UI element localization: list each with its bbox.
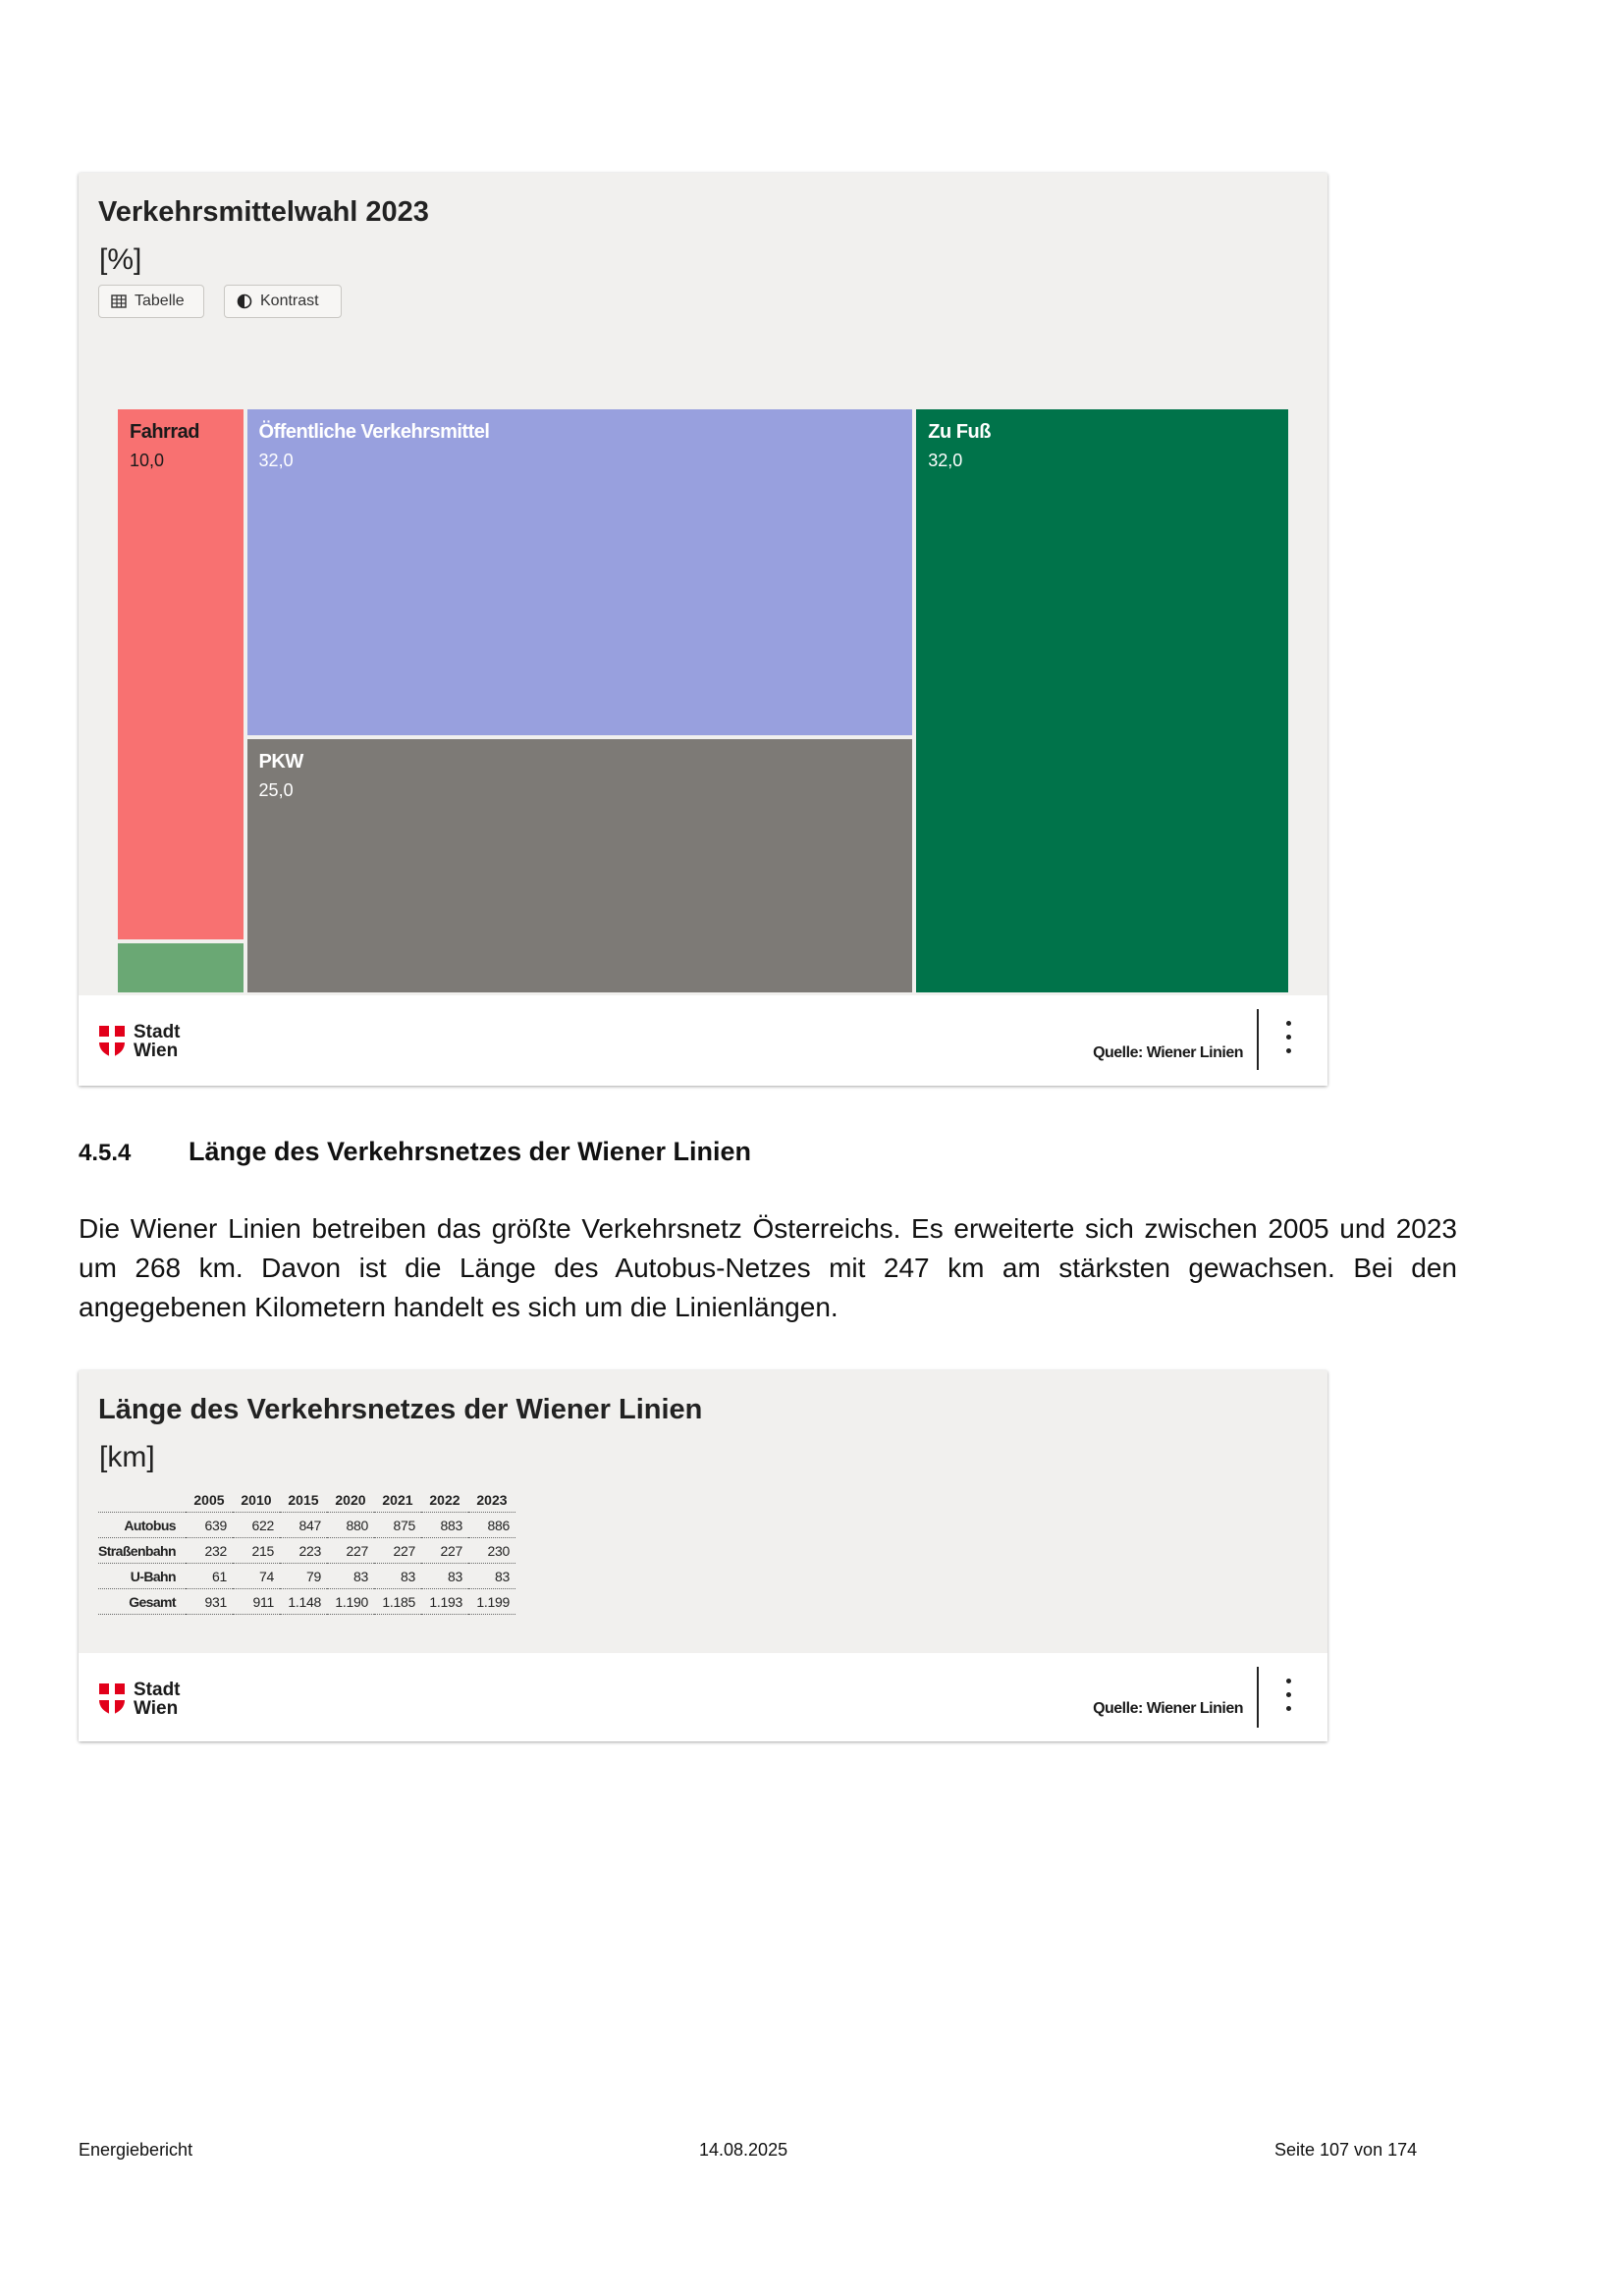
year-header: 2023 [476,1492,508,1508]
table-cell: 1.148 [280,1589,327,1615]
tile-label: Fahrrad [130,421,199,443]
treemap-chart-card [79,173,1327,1086]
footer-document-name: Energiebericht [79,2140,193,2160]
contrast-button-label: Kontrast [260,293,319,309]
footer-divider [1257,1009,1259,1070]
chart-title: Länge des Verkehrsnetzes der Wiener Linien [98,1394,703,1425]
logo-line-1: Stadt [134,1022,181,1042]
year-header: 2021 [382,1492,413,1508]
table-cell: 911 [233,1589,280,1615]
table-button-label: Tabelle [135,293,185,309]
tile-value: 32,0 [928,451,963,470]
row-header-corner [98,1490,186,1513]
table-toggle-button[interactable] [98,285,204,318]
table-cell: 886 [468,1513,515,1538]
row-label: U-Bahn [98,1564,186,1589]
table-cell: 1.185 [374,1589,421,1615]
year-header: 2015 [288,1492,319,1508]
section-number: 4.5.4 [79,1140,132,1166]
source-label: Quelle: Wiener Linien [1093,1044,1243,1061]
logo-line-2: Wien [134,1698,179,1719]
section-title: Länge des Verkehrsnetzes der Wiener Linien [189,1137,751,1166]
treemap-tile-pkw[interactable] [245,737,915,994]
table-cell: 1.199 [468,1589,515,1615]
year-header: 2020 [335,1492,366,1508]
table-cell: 83 [468,1564,515,1589]
tile-value: 32,0 [258,451,294,470]
contrast-icon [237,294,252,309]
logo-line-2: Wien [134,1041,179,1061]
card-footer [79,1653,1327,1741]
contrast-toggle-button[interactable] [224,285,342,318]
body-paragraph: Die Wiener Linien betreiben das größte Verkehrsnetz Österreichs. Es erweiterte sich zwischen 2005 und 2023 um 268 km. Davon ist die Länge des Autobus-Netzes mit 247 km am stärksten gewachsen. Bei den angegebenen Kilometern handelt es sich um die Linienlängen. [79,1213,1457,1322]
logo-line-1: Stadt [134,1680,181,1700]
vienna-shield-icon [98,1682,126,1716]
row-label: Straßenbahn [98,1538,186,1564]
tile-value: 10,0 [130,451,165,470]
table-cell: 232 [186,1538,233,1564]
treemap-tile-oeffentlich[interactable] [245,407,915,737]
tile-label: Zu Fuß [928,421,991,443]
table-cell: 227 [421,1538,468,1564]
table-cell: 83 [374,1564,421,1589]
vienna-shield-icon [98,1025,126,1058]
more-menu-icon[interactable] [1286,1021,1292,1062]
table-cell: 1.193 [421,1589,468,1615]
chart-unit: [km] [99,1441,155,1473]
stadt-wien-logo [98,1681,181,1718]
table-cell: 215 [233,1538,280,1564]
tile-label: PKW [258,750,303,773]
tile-value: 25,0 [258,779,294,800]
table-row [98,1538,515,1564]
treemap-tile-other[interactable] [116,941,245,994]
table-icon [111,294,127,308]
table-cell: 83 [421,1564,468,1589]
network-length-table [98,1490,515,1615]
year-header: 2010 [241,1492,272,1508]
table-row [98,1564,515,1589]
table-chart-card [79,1370,1327,1741]
year-header: 2022 [429,1492,460,1508]
table-row [98,1513,515,1538]
more-menu-icon[interactable] [1286,1679,1292,1720]
footer-divider [1257,1667,1259,1728]
treemap [116,407,1290,994]
table-row [98,1589,515,1615]
table-cell: 847 [280,1513,327,1538]
chart-unit: [%] [99,243,142,276]
row-label: Autobus [98,1513,186,1538]
footer-page-number: Seite 107 von 174 [1274,2140,1418,2160]
card-footer [79,995,1327,1086]
table-cell: 931 [186,1589,233,1615]
table-cell: 227 [374,1538,421,1564]
treemap-tile-fahrrad[interactable] [116,407,245,941]
table-cell: 74 [233,1564,280,1589]
table-cell: 1.190 [327,1589,374,1615]
footer-date: 14.08.2025 [699,2140,788,2160]
table-cell: 875 [374,1513,421,1538]
table-cell: 639 [186,1513,233,1538]
table-cell: 79 [280,1564,327,1589]
treemap-tile-zu-fuss[interactable] [914,407,1290,994]
year-header: 2005 [193,1492,225,1508]
table-cell: 223 [280,1538,327,1564]
table-cell: 61 [186,1564,233,1589]
source-label: Quelle: Wiener Linien [1093,1700,1243,1717]
table-cell: 83 [327,1564,374,1589]
tile-label: Öffentliche Verkehrsmittel [258,421,490,443]
table-cell: 230 [468,1538,515,1564]
section-heading [79,1137,751,1167]
table-cell: 622 [233,1513,280,1538]
table-cell: 227 [327,1538,374,1564]
row-label: Gesamt [98,1589,186,1615]
table-cell: 883 [421,1513,468,1538]
table-cell: 880 [327,1513,374,1538]
chart-title: Verkehrsmittelwahl 2023 [98,196,429,228]
stadt-wien-logo [98,1023,181,1060]
